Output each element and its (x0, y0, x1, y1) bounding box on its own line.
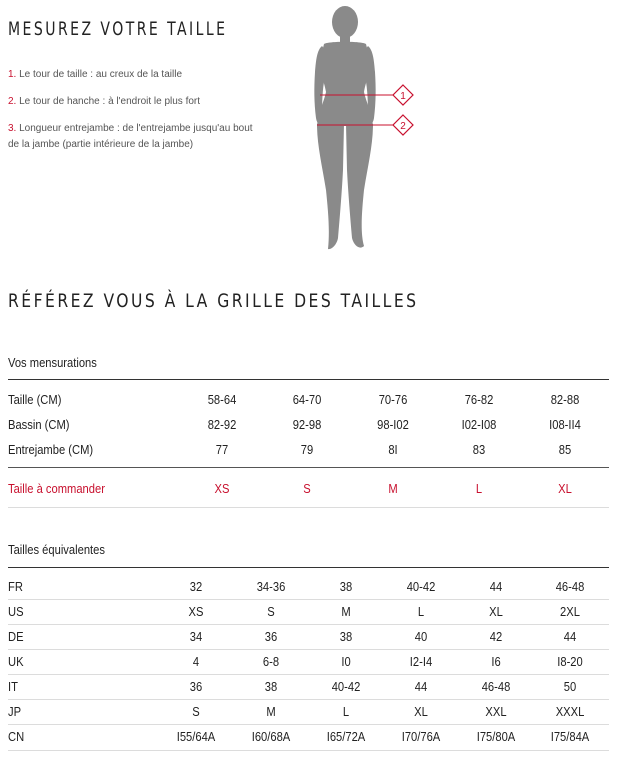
table-row (8, 575, 609, 599)
table-cell: 82-88 (550, 392, 580, 407)
table-cell: 6-8 (262, 654, 280, 669)
equivalents-title: Tailles équivalentes (8, 542, 105, 557)
table-cell: 70-76 (378, 392, 408, 407)
table-cell: I60/68A (251, 729, 291, 744)
divider (8, 750, 609, 751)
table-cell: I70/76A (401, 729, 441, 744)
divider (8, 567, 609, 568)
table-cell: 40-42 (406, 579, 436, 594)
body-silhouette-figure (300, 0, 430, 255)
table-row (8, 600, 609, 624)
table-row (8, 413, 609, 437)
table-cell: 38 (339, 629, 353, 644)
table-cell: XXL (485, 704, 507, 719)
table-cell: L (417, 604, 425, 619)
table-cell: S (303, 481, 311, 496)
row-label: JP (8, 704, 22, 719)
table-cell: I55/64A (176, 729, 216, 744)
table-cell: XL (489, 604, 503, 619)
svg-text:2: 2 (400, 121, 406, 132)
marker-1-icon (393, 85, 413, 105)
table-cell: I6 (491, 654, 501, 669)
table-row (8, 650, 609, 674)
table-cell: 42 (489, 629, 503, 644)
table-cell: XL (414, 704, 428, 719)
table-cell: M (341, 604, 351, 619)
measure-title: MESUREZ VOTRE TAILLE (8, 18, 228, 40)
instruction-text: Le tour de taille : au creux de la taille (19, 69, 183, 80)
table-row (8, 388, 609, 412)
table-cell: XL (558, 481, 572, 496)
table-cell: 40-42 (331, 679, 361, 694)
table-cell: XS (214, 481, 230, 496)
table-cell: I8-20 (557, 654, 583, 669)
table-cell: 4 (192, 654, 200, 669)
instruction-1 (8, 67, 182, 83)
divider (8, 467, 609, 468)
table-cell: 44 (489, 579, 503, 594)
svg-text:1: 1 (400, 91, 406, 102)
table-cell: I2-I4 (409, 654, 433, 669)
table-cell: 44 (563, 629, 577, 644)
instruction-text: Le tour de hanche : à l'endroit le plus fort (19, 96, 201, 107)
table-cell: 79 (300, 442, 314, 457)
table-cell: XXXL (555, 704, 585, 719)
table-cell: 38 (339, 579, 353, 594)
instruction-number: 3. (8, 123, 17, 134)
instruction-2 (8, 94, 200, 110)
table-cell: 34 (189, 629, 203, 644)
table-cell: 8I (388, 442, 398, 457)
table-cell: I75/84A (550, 729, 590, 744)
instruction-text: Longueur entrejambe : de l'entrejambe jusqu'au bout de la jambe (partie intérieure de la jambe) (8, 123, 253, 150)
marker-2-icon (393, 115, 413, 135)
order-size-row (8, 477, 609, 501)
table-cell: 85 (558, 442, 572, 457)
table-cell: L (475, 481, 483, 496)
row-label: FR (8, 579, 23, 594)
table-cell: 36 (264, 629, 278, 644)
table-cell: L (342, 704, 350, 719)
table-cell: 2XL (560, 604, 580, 619)
table-cell: S (192, 704, 200, 719)
table-cell: I75/80A (476, 729, 516, 744)
instruction-number: 2. (8, 96, 17, 107)
table-cell: 64-70 (292, 392, 322, 407)
table-cell: 46-48 (481, 679, 511, 694)
mensurations-title: Vos mensurations (8, 355, 97, 370)
row-label: Taille (CM) (8, 392, 62, 407)
table-cell: I08-II4 (549, 417, 581, 432)
table-cell: 83 (472, 442, 486, 457)
table-cell: 76-82 (464, 392, 494, 407)
figure-head (332, 6, 358, 38)
table-cell: 44 (414, 679, 428, 694)
table-cell: I02-I08 (461, 417, 497, 432)
row-label: US (8, 604, 24, 619)
table-cell: 98-I02 (377, 417, 409, 432)
table-cell: XS (188, 604, 204, 619)
table-cell: M (266, 704, 276, 719)
table-row (8, 700, 609, 724)
row-label: UK (8, 654, 24, 669)
table-cell: S (267, 604, 275, 619)
divider (8, 507, 609, 508)
row-label: CN (8, 729, 25, 744)
table-cell: M (388, 481, 398, 496)
table-row (8, 725, 609, 749)
table-row (8, 675, 609, 699)
row-label: Entrejambe (CM) (8, 442, 94, 457)
row-label: IT (8, 679, 18, 694)
table-row (8, 438, 609, 462)
table-cell: 82-92 (207, 417, 237, 432)
table-cell: 38 (264, 679, 278, 694)
table-cell: 58-64 (207, 392, 237, 407)
table-row (8, 625, 609, 649)
table-cell: 36 (189, 679, 203, 694)
table-cell: I0 (341, 654, 351, 669)
row-label: DE (8, 629, 24, 644)
size-grid-title: RÉFÉREZ VOUS À LA GRILLE DES TAILLES (8, 290, 419, 312)
table-cell: 32 (189, 579, 203, 594)
table-cell: 40 (414, 629, 428, 644)
instruction-number: 1. (8, 69, 17, 80)
table-cell: 77 (215, 442, 229, 457)
instruction-3 (8, 121, 253, 153)
table-cell: I65/72A (326, 729, 366, 744)
row-label: Taille à commander (8, 481, 105, 496)
table-cell: 46-48 (555, 579, 585, 594)
divider (8, 379, 609, 380)
row-label: Bassin (CM) (8, 417, 70, 432)
table-cell: 92-98 (292, 417, 322, 432)
table-cell: 34-36 (256, 579, 286, 594)
table-cell: 50 (563, 679, 577, 694)
